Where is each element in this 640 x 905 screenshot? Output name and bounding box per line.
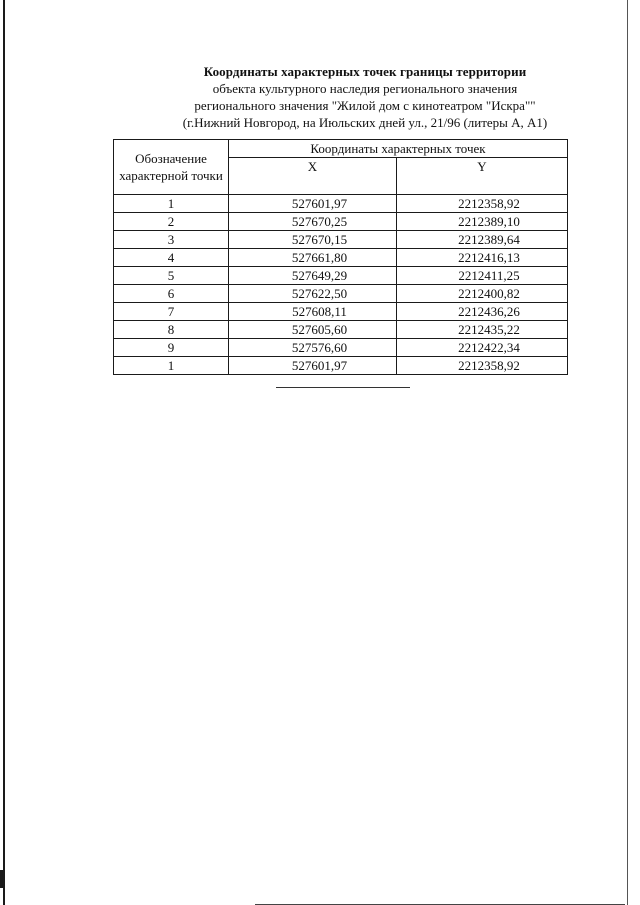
y-cell: 2212389,10: [397, 213, 568, 231]
table-row: [114, 195, 568, 213]
point-cell: 9: [114, 339, 229, 357]
table-row: [114, 267, 568, 285]
x-cell: 527576,60: [229, 339, 397, 357]
document-title: Координаты характерных точек границы территории: [203, 64, 527, 79]
point-column-header: Обозначение характерной точки: [114, 140, 229, 195]
y-cell: 2212422,34: [397, 339, 568, 357]
x-cell: 527608,11: [229, 303, 397, 321]
table-row: [114, 339, 568, 357]
x-cell: 527649,29: [229, 267, 397, 285]
x-cell: 527605,60: [229, 321, 397, 339]
table-row: [114, 285, 568, 303]
point-cell: 1: [114, 357, 229, 375]
table-row: [114, 249, 568, 267]
table-row: [114, 213, 568, 231]
x-cell: 527670,15: [229, 231, 397, 249]
scan-edge-mark: [0, 870, 5, 888]
point-cell: 3: [114, 231, 229, 249]
table-header-row-1: [114, 140, 568, 158]
coordinates-group-header: Координаты характерных точек: [229, 140, 568, 158]
table-header: [114, 140, 568, 195]
x-cell: 527622,50: [229, 285, 397, 303]
table-row: [114, 303, 568, 321]
point-cell: 8: [114, 321, 229, 339]
end-of-document-rule: [276, 387, 410, 388]
y-cell: 2212358,92: [397, 357, 568, 375]
x-cell: 527670,25: [229, 213, 397, 231]
scan-edge-left: [3, 0, 5, 905]
y-cell: 2212411,25: [397, 267, 568, 285]
document-subtitle-line-3: (г.Нижний Новгород, на Июльских дней ул., 21/96 (литеры А, А1): [182, 115, 548, 130]
x-column-header: X: [229, 158, 397, 195]
x-cell: 527601,97: [229, 195, 397, 213]
point-cell: 4: [114, 249, 229, 267]
coordinates-table: [113, 139, 568, 375]
table-row: [114, 321, 568, 339]
y-cell: 2212435,22: [397, 321, 568, 339]
table-body: [114, 195, 568, 375]
x-cell: 527661,80: [229, 249, 397, 267]
point-cell: 6: [114, 285, 229, 303]
document-heading: [120, 63, 610, 131]
scan-edge-right: [627, 0, 628, 905]
point-cell: 7: [114, 303, 229, 321]
point-cell: 2: [114, 213, 229, 231]
x-cell: 527601,97: [229, 357, 397, 375]
point-cell: 5: [114, 267, 229, 285]
y-cell: 2212436,26: [397, 303, 568, 321]
y-column-header: Y: [397, 158, 568, 195]
document-subtitle-line-2: регионального значения "Жилой дом с кинотеатром "Искра"": [194, 98, 536, 113]
document-subtitle-line-1: объекта культурного наследия регионального значения: [212, 81, 518, 96]
y-cell: 2212358,92: [397, 195, 568, 213]
table-row: [114, 231, 568, 249]
y-cell: 2212400,82: [397, 285, 568, 303]
y-cell: 2212389,64: [397, 231, 568, 249]
y-cell: 2212416,13: [397, 249, 568, 267]
point-cell: 1: [114, 195, 229, 213]
table-row: [114, 357, 568, 375]
